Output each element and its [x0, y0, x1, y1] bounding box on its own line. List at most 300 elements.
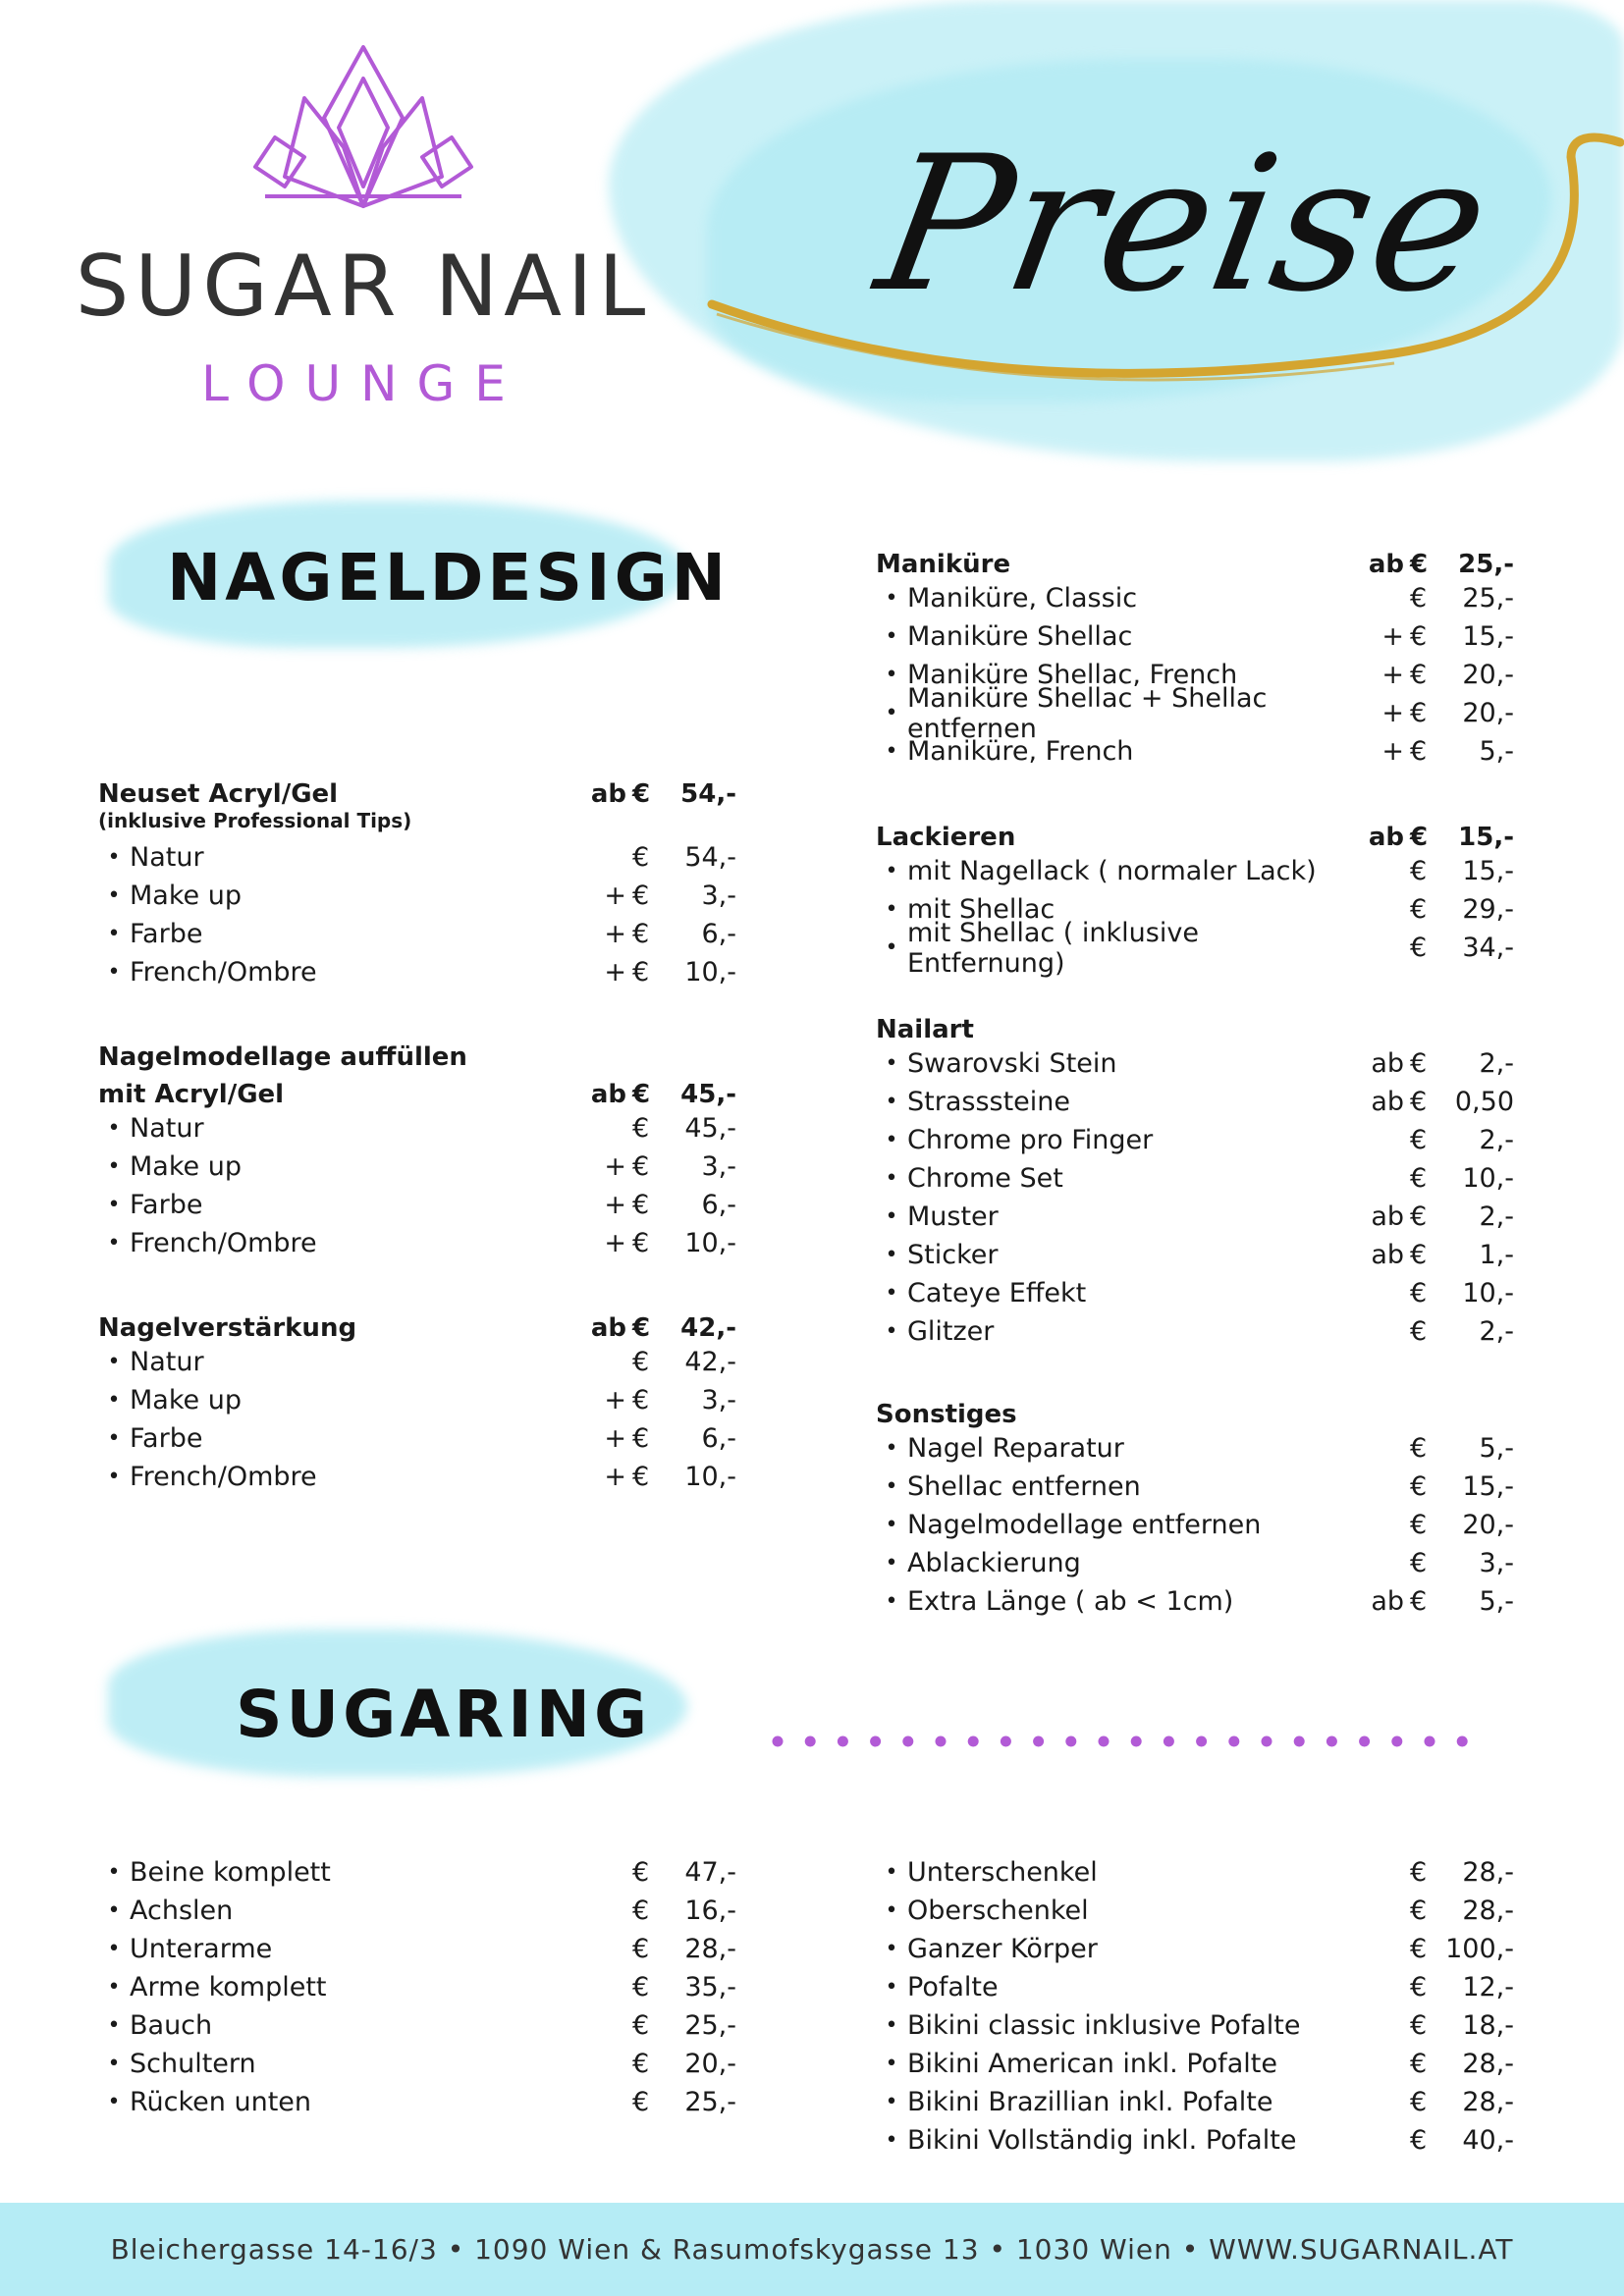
item-name: Make up — [130, 881, 242, 911]
currency: € — [1410, 736, 1428, 767]
price-amount: 100,- — [1445, 1934, 1514, 1964]
group-auffuellen — [98, 1035, 736, 1262]
item-name: Arme komplett — [130, 1972, 327, 2002]
group-title-row — [98, 772, 736, 809]
currency: € — [632, 1190, 650, 1220]
price-amount: 12,- — [1462, 1972, 1514, 2002]
price-list-item — [876, 1506, 1514, 1544]
bullet: • — [885, 1051, 898, 1076]
item-list — [876, 1853, 1514, 2160]
currency: € — [1410, 2010, 1428, 2041]
group-title: Neuset Acryl/Gel — [98, 779, 339, 809]
price-list-item — [98, 2083, 736, 2121]
currency: € — [1410, 1972, 1428, 2002]
price-list-item — [98, 1458, 736, 1496]
price-amount: 34,- — [1462, 933, 1514, 963]
currency: € — [1410, 1048, 1428, 1079]
group-sugaring-right — [876, 1853, 1514, 2160]
bullet: • — [107, 922, 121, 946]
item-name: Glitzer — [907, 1316, 995, 1347]
price-list-item — [98, 1419, 736, 1458]
currency: € — [632, 2010, 650, 2041]
currency: € — [1410, 2087, 1428, 2117]
currency: € — [632, 1151, 650, 1182]
bullet: • — [107, 2052, 121, 2076]
group-sugaring-left — [98, 1853, 736, 2121]
bullet: • — [885, 1513, 898, 1537]
item-name: Nagelmodellage entfernen — [907, 1510, 1262, 1540]
group-title: Lackieren — [876, 823, 1016, 852]
item-name: Cateye Effekt — [907, 1278, 1087, 1308]
price-list-item — [876, 1083, 1514, 1121]
currency: € — [1410, 1586, 1428, 1617]
divider-dot — [1326, 1736, 1337, 1747]
currency: € — [1410, 1087, 1428, 1117]
currency: € — [632, 2087, 650, 2117]
price-list-item — [98, 953, 736, 991]
brand-name: SUGAR NAIL — [75, 238, 652, 336]
bullet: • — [107, 960, 121, 985]
currency: € — [1410, 550, 1429, 579]
group-title: Maniküre — [876, 550, 1011, 579]
price-list-item — [876, 1044, 1514, 1083]
currency: € — [1410, 1201, 1428, 1232]
item-name: Ablackierung — [907, 1548, 1081, 1578]
price-amount: 28,- — [684, 1934, 736, 1964]
group-title: Nagelverstärkung — [98, 1313, 357, 1343]
price-list-item — [876, 1968, 1514, 2006]
price-prefix: ab — [590, 1313, 626, 1343]
currency: € — [1410, 1896, 1428, 1926]
currency: € — [1410, 856, 1428, 886]
divider-dot — [1294, 1736, 1305, 1747]
price-amount: 35,- — [684, 1972, 736, 2002]
item-name: mit Shellac — [907, 894, 1056, 925]
currency: € — [632, 1385, 650, 1415]
price-amount: 10,- — [684, 1462, 736, 1492]
price-amount: 3,- — [701, 1151, 736, 1182]
currency: € — [632, 1462, 650, 1492]
divider-dot — [1196, 1736, 1207, 1747]
price-amount: 5,- — [1479, 736, 1514, 767]
item-name: Schultern — [130, 2049, 256, 2079]
item-name: mit Shellac ( inklusive Entfernung) — [907, 917, 1199, 979]
divider-dot — [1065, 1736, 1076, 1747]
item-name: Make up — [130, 1151, 242, 1182]
divider-dot — [773, 1736, 784, 1747]
price-amount: 25,- — [684, 2087, 736, 2117]
bullet: • — [885, 859, 898, 883]
currency: € — [1410, 1240, 1428, 1270]
item-list — [876, 852, 1514, 979]
price-list-item — [876, 1429, 1514, 1468]
currency: € — [1410, 1471, 1428, 1502]
price-list-item — [876, 682, 1514, 744]
price-list-item — [98, 2006, 736, 2045]
currency: € — [1410, 621, 1428, 652]
group-title: Nagelmodellage auffüllen — [98, 1042, 467, 1072]
price-amount: 5,- — [1479, 1586, 1514, 1617]
price-amount: 15,- — [1462, 856, 1514, 886]
group-title-row — [876, 542, 1514, 579]
price-amount: 10,- — [684, 1228, 736, 1258]
price-prefix: ab — [1371, 1586, 1404, 1617]
currency: € — [632, 2049, 650, 2079]
group-price — [568, 1313, 736, 1343]
bullet: • — [885, 1319, 898, 1344]
group-title: Nailart — [876, 1015, 974, 1044]
lotus-logo-icon — [245, 39, 481, 216]
group-lackieren — [876, 815, 1514, 979]
bullet: • — [885, 2128, 898, 2153]
currency: € — [1410, 583, 1428, 614]
price-prefix: ab — [1371, 1048, 1404, 1079]
price-list-item — [876, 1236, 1514, 1274]
currency: € — [632, 919, 650, 949]
item-name: Extra Länge ( ab < 1cm) — [907, 1586, 1234, 1617]
bullet: • — [885, 1589, 898, 1614]
price-amount: 2,- — [1479, 1048, 1514, 1079]
currency: € — [1410, 1163, 1428, 1194]
price-prefix: + — [604, 1151, 626, 1182]
currency: € — [1410, 933, 1428, 963]
price-list-item — [876, 1159, 1514, 1198]
bullet: • — [107, 1193, 121, 1217]
price-amount: 47,- — [684, 1857, 736, 1888]
price-amount: 10,- — [1462, 1278, 1514, 1308]
bullet: • — [885, 1281, 898, 1306]
currency: € — [1410, 1125, 1428, 1155]
price-list-item — [98, 1186, 736, 1224]
price-prefix: ab — [1368, 823, 1404, 852]
price-list-item — [98, 1853, 736, 1892]
bullet: • — [885, 1551, 898, 1575]
price-amount: 2,- — [1479, 1201, 1514, 1232]
group-sonstiges — [876, 1392, 1514, 1621]
price-list-item — [876, 2006, 1514, 2045]
item-list — [98, 1109, 736, 1262]
item-name: Oberschenkel — [907, 1896, 1089, 1926]
price-prefix: + — [604, 1228, 626, 1258]
item-name: Maniküre Shellac — [907, 621, 1133, 652]
price-prefix: ab — [1371, 1087, 1404, 1117]
price-list-item — [98, 1109, 736, 1148]
price-amount: 5,- — [1479, 1433, 1514, 1464]
divider-dot — [1131, 1736, 1142, 1747]
item-name: Make up — [130, 1385, 242, 1415]
currency: € — [632, 957, 650, 988]
price-list-item — [98, 2045, 736, 2083]
group-note: (inklusive Professional Tips) — [98, 809, 412, 832]
group-price — [1345, 550, 1514, 579]
dot-divider — [770, 1732, 1477, 1751]
bullet: • — [885, 1128, 898, 1152]
price-prefix: ab — [1368, 550, 1404, 579]
item-name: Nagel Reparatur — [907, 1433, 1124, 1464]
price-amount: 10,- — [1462, 1163, 1514, 1194]
item-name: Farbe — [130, 1190, 203, 1220]
group-title-row — [876, 1392, 1514, 1429]
item-name: Maniküre, Classic — [907, 583, 1138, 614]
price-amount: 28,- — [1462, 1857, 1514, 1888]
price-amount: 15,- — [1462, 621, 1514, 652]
price-prefix: + — [604, 881, 626, 911]
divider-dot — [968, 1736, 979, 1747]
price-list-item — [876, 1930, 1514, 1968]
divider-dot — [838, 1736, 848, 1747]
bullet: • — [885, 2090, 898, 2114]
currency: € — [1410, 1934, 1428, 1964]
price-amount: 20,- — [1462, 698, 1514, 728]
item-list — [98, 838, 736, 991]
item-name: Bikini classic inklusive Pofalte — [907, 2010, 1301, 2041]
group-manikuere — [876, 542, 1514, 771]
price-prefix: + — [604, 919, 626, 949]
price-amount: 20,- — [1462, 660, 1514, 690]
price-amount: 20,- — [1462, 1510, 1514, 1540]
price-amount: 6,- — [701, 1423, 736, 1454]
price-amount: 15,- — [1462, 1471, 1514, 1502]
item-name: Natur — [130, 842, 204, 873]
price-list-item — [98, 1968, 736, 2006]
currency: € — [1410, 1316, 1428, 1347]
item-name: Natur — [130, 1113, 204, 1144]
bullet: • — [107, 2013, 121, 2038]
divider-dot — [1228, 1736, 1239, 1747]
price-amount: 45,- — [680, 1080, 736, 1109]
item-name: Achslen — [130, 1896, 234, 1926]
group-title: Sonstiges — [876, 1400, 1017, 1429]
group-title-row-1 — [98, 1035, 736, 1072]
price-amount: 6,- — [701, 919, 736, 949]
currency: € — [632, 1113, 650, 1144]
divider-dot — [805, 1736, 816, 1747]
bullet: • — [107, 1465, 121, 1489]
item-name: Chrome pro Finger — [907, 1125, 1154, 1155]
item-name: Bikini Brazillian inkl. Pofalte — [907, 2087, 1273, 2117]
currency: € — [1410, 1278, 1428, 1308]
price-amount: 0,50 — [1454, 1087, 1514, 1117]
price-prefix: + — [604, 1385, 626, 1415]
price-list-item — [98, 1381, 736, 1419]
price-list-item — [98, 1343, 736, 1381]
currency: € — [632, 881, 650, 911]
bullet: • — [885, 701, 898, 725]
currency: € — [632, 1972, 650, 2002]
price-amount: 15,- — [1458, 823, 1514, 852]
bullet: • — [885, 739, 898, 764]
price-list-item — [98, 1892, 736, 1930]
item-name: French/Ombre — [130, 1462, 317, 1492]
item-name: Ganzer Körper — [907, 1934, 1098, 1964]
item-name: Muster — [907, 1201, 999, 1232]
item-name: Sticker — [907, 1240, 999, 1270]
currency: € — [1410, 698, 1428, 728]
brand-subtitle: LOUNGE — [201, 355, 525, 412]
price-amount: 42,- — [680, 1313, 736, 1343]
divider-dot — [1359, 1736, 1370, 1747]
price-list-item — [876, 1468, 1514, 1506]
price-amount: 40,- — [1462, 2125, 1514, 2156]
bullet: • — [107, 1154, 121, 1179]
footer-address: Bleichergasse 14-16/3 • 1090 Wien & Rasumofskygasse 13 • 1030 Wien • WWW.SUGARNAIL.AT — [0, 2203, 1624, 2296]
bullet: • — [107, 2090, 121, 2114]
price-prefix: + — [1381, 736, 1404, 767]
item-list — [98, 1853, 736, 2121]
price-list-item — [98, 1930, 736, 1968]
item-name: Rücken unten — [130, 2087, 312, 2117]
bullet: • — [107, 1116, 121, 1141]
price-list-item — [876, 732, 1514, 771]
currency: € — [632, 1934, 650, 1964]
bullet: • — [107, 845, 121, 870]
price-prefix: + — [1381, 621, 1404, 652]
group-verstaerkung — [98, 1306, 736, 1496]
divider-dot — [902, 1736, 913, 1747]
price-prefix: + — [604, 1423, 626, 1454]
price-amount: 28,- — [1462, 1896, 1514, 1926]
price-list-item — [876, 617, 1514, 656]
price-amount: 25,- — [1462, 583, 1514, 614]
bullet: • — [885, 1975, 898, 2000]
bullet: • — [885, 586, 898, 611]
price-amount: 28,- — [1462, 2087, 1514, 2117]
item-name: Bikini Vollständig inkl. Pofalte — [907, 2125, 1297, 2156]
price-list-item — [876, 852, 1514, 890]
bullet: • — [885, 935, 898, 960]
price-amount: 3,- — [1479, 1548, 1514, 1578]
item-name: Unterschenkel — [907, 1857, 1098, 1888]
price-amount: 28,- — [1462, 2049, 1514, 2079]
group-title-line2: mit Acryl/Gel — [98, 1080, 285, 1109]
price-amount: 20,- — [684, 2049, 736, 2079]
price-list-item — [98, 915, 736, 953]
group-price — [1345, 823, 1514, 852]
bullet: • — [885, 897, 898, 922]
price-prefix: + — [1381, 698, 1404, 728]
price-prefix: ab — [1371, 1240, 1404, 1270]
bullet: • — [885, 1474, 898, 1499]
bullet: • — [885, 1898, 898, 1923]
divider-dot — [870, 1736, 881, 1747]
item-name: Shellac entfernen — [907, 1471, 1141, 1502]
price-list-item — [98, 1224, 736, 1262]
price-list-item — [98, 1148, 736, 1186]
page-title: Preise — [864, 116, 1506, 333]
bullet: • — [885, 663, 898, 687]
price-prefix: ab — [1371, 1201, 1404, 1232]
price-list-item — [876, 579, 1514, 617]
item-name: Natur — [130, 1347, 204, 1377]
group-price — [568, 1080, 736, 1109]
price-prefix: ab — [590, 779, 626, 809]
bullet: • — [885, 1090, 898, 1114]
price-list-item — [876, 1198, 1514, 1236]
price-amount: 1,- — [1479, 1240, 1514, 1270]
group-neuset — [98, 772, 736, 991]
bullet: • — [107, 883, 121, 908]
currency: € — [632, 1080, 651, 1109]
divider-dot — [1001, 1736, 1011, 1747]
currency: € — [1410, 1857, 1428, 1888]
item-name: Beine komplett — [130, 1857, 331, 1888]
group-nailart — [876, 1007, 1514, 1351]
group-title-row — [876, 1007, 1514, 1044]
currency: € — [632, 1857, 650, 1888]
item-list — [876, 1044, 1514, 1351]
bullet: • — [107, 1975, 121, 2000]
bullet: • — [107, 1426, 121, 1451]
bullet: • — [107, 1350, 121, 1374]
bullet: • — [107, 1898, 121, 1923]
price-list-item — [876, 1274, 1514, 1312]
item-name: Unterarme — [130, 1934, 273, 1964]
bullet: • — [885, 1166, 898, 1191]
currency: € — [632, 1896, 650, 1926]
item-list — [98, 1343, 736, 1496]
bullet: • — [885, 1243, 898, 1267]
bullet: • — [107, 1231, 121, 1255]
item-name: French/Ombre — [130, 957, 317, 988]
price-amount: 18,- — [1462, 2010, 1514, 2041]
item-name: mit Nagellack ( normaler Lack) — [907, 856, 1317, 886]
bullet: • — [885, 1204, 898, 1229]
currency: € — [632, 1347, 650, 1377]
price-prefix: + — [604, 1462, 626, 1492]
price-prefix: + — [1381, 660, 1404, 690]
section-title-nageldesign: NAGELDESIGN — [167, 540, 730, 615]
price-amount: 2,- — [1479, 1125, 1514, 1155]
price-amount: 3,- — [701, 881, 736, 911]
price-amount: 10,- — [684, 957, 736, 988]
divider-dot — [1033, 1736, 1044, 1747]
price-amount: 54,- — [680, 779, 736, 809]
group-title-row — [876, 815, 1514, 852]
item-name: Strasssteine — [907, 1087, 1070, 1117]
price-prefix: + — [604, 1190, 626, 1220]
item-name: Farbe — [130, 1423, 203, 1454]
currency: € — [632, 1313, 651, 1343]
price-prefix: + — [604, 957, 626, 988]
price-list-item — [876, 1312, 1514, 1351]
price-list-item — [876, 1853, 1514, 1892]
price-list-item — [876, 2121, 1514, 2160]
item-name: Bauch — [130, 2010, 213, 2041]
item-name: Maniküre, French — [907, 736, 1134, 767]
group-price — [568, 779, 736, 809]
group-title-row — [98, 1306, 736, 1343]
currency: € — [632, 1228, 650, 1258]
item-name: Swarovski Stein — [907, 1048, 1117, 1079]
currency: € — [1410, 823, 1429, 852]
price-amount: 29,- — [1462, 894, 1514, 925]
currency: € — [1410, 2125, 1428, 2156]
price-amount: 45,- — [684, 1113, 736, 1144]
currency: € — [1410, 2049, 1428, 2079]
divider-dot — [1262, 1736, 1272, 1747]
price-amount: 54,- — [684, 842, 736, 873]
item-name: Maniküre Shellac, French — [907, 660, 1238, 690]
price-list-item — [876, 2045, 1514, 2083]
divider-dot — [1391, 1736, 1402, 1747]
price-list-item — [98, 877, 736, 915]
price-amount: 42,- — [684, 1347, 736, 1377]
price-amount: 3,- — [701, 1385, 736, 1415]
bullet: • — [107, 1937, 121, 1961]
bullet: • — [885, 2052, 898, 2076]
price-amount: 6,- — [701, 1190, 736, 1220]
bullet: • — [107, 1860, 121, 1885]
